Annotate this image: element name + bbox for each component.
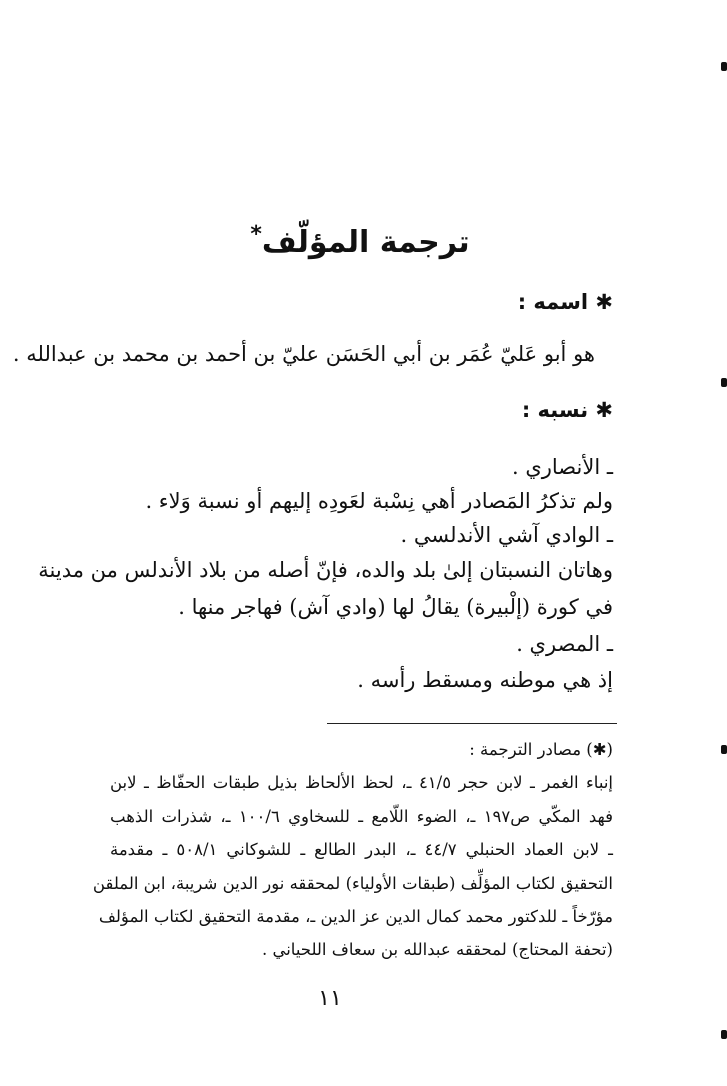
- scan-edge-mark: [721, 1030, 727, 1039]
- footnote-line-1: إنباء الغمر ـ لابن حجر ٤١/٥ ـ، لحظ الألحاظ بذيل طبقات الحفّاظ ـ لابن: [110, 773, 613, 792]
- section-heading-name: ✱ اسمه :: [517, 290, 613, 314]
- lineage-line-6: ـ المصري .: [516, 632, 613, 656]
- lineage-line-4: وهاتان النسبتان إلىٰ بلد والده، فإنّ أصله من بلاد الأندلس من مدينة: [38, 558, 613, 582]
- footnote-separator: [327, 723, 617, 724]
- page-number: ١١: [318, 986, 342, 1011]
- lineage-line-3: ـ الوادي آشي الأندلسي .: [400, 523, 613, 547]
- footnote-line-4: التحقيق لكتاب المؤلِّف (طبقات الأولياء) لمحققه نور الدين شريبة، ابن الملقن: [92, 874, 613, 893]
- lineage-line-2: ولم تذكرُ المَصادر أهي نِسْبة لعَودِه إليهم أو نسبة وَلاء .: [145, 489, 613, 513]
- name-text: هو أبو عَليّ عُمَر بن أبي الحَسَن عليّ بن أحمد بن محمد بن عبدالله .: [12, 342, 595, 366]
- title-text: ترجمة المؤلّف: [261, 225, 470, 260]
- footnote-line-6: (تحفة المحتاج) لمحققه عبدالله بن سعاف اللحياني .: [261, 940, 613, 959]
- scan-edge-mark: [721, 745, 727, 754]
- scan-edge-mark: [721, 378, 727, 387]
- page-title: [150, 222, 570, 260]
- section-heading-lineage: ✱ نسبه :: [521, 398, 613, 422]
- footnote-line-3: ـ لابن العماد الحنبلي ٤٤/٧ ـ، البدر الطالع ـ للشوكاني ٥٠٨/١ ـ مقدمة: [110, 840, 613, 859]
- footnote-heading: (✱) مصادر الترجمة :: [469, 740, 613, 759]
- lineage-line-7: إذ هي موطنه ومسقط رأسه .: [357, 668, 613, 692]
- footnote-line-2: فهد المكّي ص١٩٧ ـ، الضوء اللّامع ـ للسخاوي ١٠٠/٦ ـ، شذرات الذهب: [110, 807, 613, 826]
- lineage-line-5: في كورة (إلْبيرة) يقالُ لها (وادي آش) فهاجر منها .: [178, 595, 613, 619]
- footnote-line-5: مؤرّخاً ـ للدكتور محمد كمال الدين عز الدين ـ، مقدمة التحقيق لكتاب المؤلف: [98, 907, 613, 926]
- title-footnote-mark: *: [250, 222, 262, 247]
- scan-edge-mark: [721, 62, 727, 71]
- lineage-line-1: ـ الأنصاري .: [511, 455, 613, 479]
